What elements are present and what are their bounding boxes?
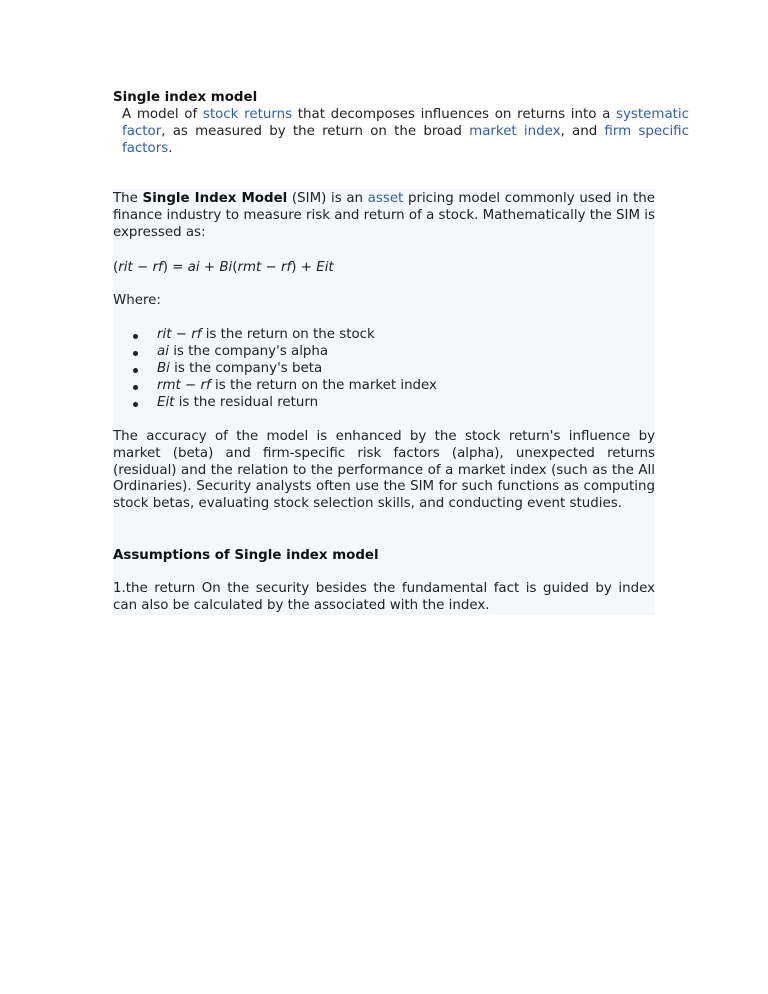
assumptions-heading: Assumptions of Single index model [113,548,379,563]
accuracy-paragraph: The accuracy of the model is enhanced by the stock return's influence by market (beta) and firm-specific risk factors (alpha), unexpected returns (residual) and the relation to the performance of a market index (such as the All Ordinaries). Security analysts often use the SIM for such functions as computing stock betas, evaluating stock selection skills, and conducting event studies. [113,429,655,512]
sim-formula [113,260,655,277]
formula-var: rf [281,260,292,275]
formula-part: + [199,260,220,275]
sim-term: Single Index Model [142,191,288,206]
intro-text: The [113,191,143,206]
definition-desc: is the return on the market index [210,377,437,393]
formula-part: ) = [162,260,188,275]
definition-text: . [168,140,173,156]
stock-returns-link[interactable]: stock returns [202,107,293,122]
asset-link[interactable]: asset [367,191,404,206]
formula-var: rmt [237,260,262,275]
list-item [113,395,655,412]
systematic-factor-link[interactable]: systematic factor [122,107,689,139]
intro-text: (SIM) is an [287,191,368,206]
market-index-link[interactable]: market index [469,123,561,139]
definition-desc: is the company's alpha [168,343,329,359]
formula-part: − [261,260,282,275]
formula-part: ( [232,260,238,275]
formula-var: ai [187,260,200,275]
definition-text: that decomposes influences on returns into a [292,107,617,122]
definition-desc: is the residual return [174,394,319,410]
assumption-paragraph: 1.the return On the security besides the fundamental fact is guided by index can also be calculated by the associated with the index. [113,581,655,613]
list-item [113,378,655,395]
where-label: Where: [113,293,161,308]
formula-var: Eit [316,260,334,275]
list-item [113,327,655,344]
list-item [113,361,655,378]
definition-text: , and [560,123,605,139]
definition-desc: is the return on the stock [201,327,375,342]
formula-part: ) + [291,260,317,275]
list-item [113,344,655,361]
formula-part: ( [113,260,119,275]
definition-term: Eit [157,394,175,410]
formula-var: Bi [219,260,233,275]
definition-text: , as measured by the return on the broad [161,123,470,139]
definitions-list [113,327,655,412]
intro-text: pricing model commonly used in the finance industry to measure risk and return of a stock. Mathematically the SIM is expressed as: [113,191,655,240]
formula-part: − [132,260,153,275]
firm-specific-factors-link[interactable]: firm specific factors [122,123,689,156]
definition-paragraph [122,107,689,157]
definition-term: Bi [157,360,170,376]
article-body [113,189,655,615]
page-title: Single index model [113,90,258,105]
formula-var: rit [118,260,133,275]
definition-term: rit − rf [157,327,202,342]
definition-text: A model of [122,107,203,122]
definition-term: rmt − rf [157,377,211,393]
definition-term: ai [157,343,169,359]
definition-desc: is the company's beta [169,360,323,376]
formula-var: rf [152,260,163,275]
intro-paragraph [113,191,655,241]
